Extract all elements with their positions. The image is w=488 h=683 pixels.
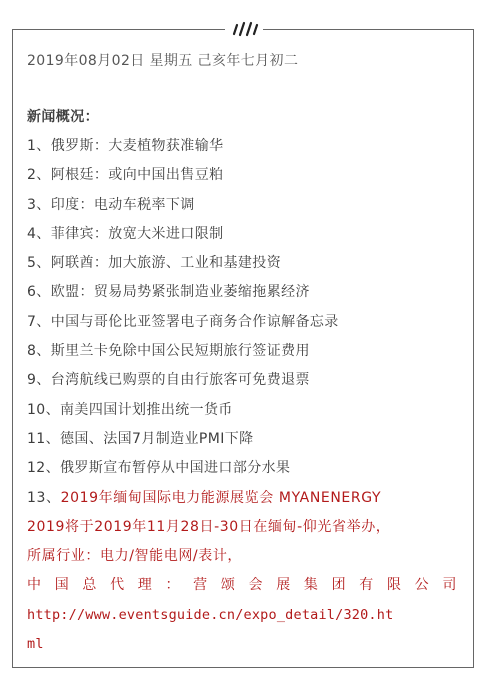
item-13-prefix: 13、 [27,489,61,506]
expo-agent-char: 中 [27,577,42,594]
article-body [27,46,467,659]
slash-decoration-icon [225,20,263,38]
expo-agent-char: 会 [248,577,264,594]
news-item: 5、阿联酋：加大旅游、工业和基建投资 [27,255,282,272]
expo-link-end[interactable]: ml [27,636,44,653]
news-item: 2、阿根廷：或向中国出售豆粕 [27,167,224,184]
news-item: 10、南美四国计划推出统一货币 [27,401,233,418]
expo-agent-char: 代 [110,577,125,594]
expo-agent-char: 限 [386,577,402,594]
expo-agent-char: 有 [359,577,374,594]
news-item: 7、中国与哥伦比亚签署电子商务合作谅解备忘录 [27,313,339,330]
expo-industry: 所属行业：电力/智能电网/表计， [27,548,243,565]
expo-agent [27,571,457,600]
news-item: 6、欧盟：贸易局势紧张制造业萎缩拖累经济 [27,284,310,301]
expo-agent-char: 公 [414,577,430,594]
expo-line-1 [27,484,467,513]
expo-line-2: 2019将于2019年11月28日-30日在缅甸-仰光省举办， [27,518,391,535]
news-heading: 新闻概况： [27,109,99,125]
expo-agent-char: 展 [276,577,291,594]
expo-agent-char: 司 [442,577,457,594]
blank-line [27,76,467,102]
expo-agent-char: 国 [54,577,70,594]
expo-agent-char: 理 [137,577,153,594]
expo-agent-char: 营 [193,577,208,594]
expo-agent-char: ： [165,577,181,594]
expo-agent-char: 总 [82,577,97,594]
news-item: 3、印度：电动车税率下调 [27,196,195,213]
news-item: 1、俄罗斯：大麦植物获准输华 [27,138,224,154]
expo-link[interactable]: http://www.eventsguide.cn/expo_detail/320.ht [27,606,394,623]
date-line: 2019年08月02日 星期五 己亥年七月初二 [27,53,299,69]
expo-agent-char: 颂 [220,577,236,594]
expo-agent-char: 集 [303,577,319,594]
expo-announcement [27,484,467,660]
news-item: 12、俄罗斯宣布暂停从中国进口部分水果 [27,460,291,477]
news-item: 9、台湾航线已购票的自由行旅客可免费退票 [27,372,310,389]
expo-title: 2019年缅甸国际电力能源展览会 MYANENERGY [60,489,382,506]
news-item: 11、德国、法国7月制造业PMI下降 [27,430,254,447]
news-item: 4、菲律宾：放宽大米进口限制 [27,225,224,242]
expo-agent-char: 团 [331,577,347,594]
news-item: 8、斯里兰卡免除中国公民短期旅行签证费用 [27,343,310,360]
